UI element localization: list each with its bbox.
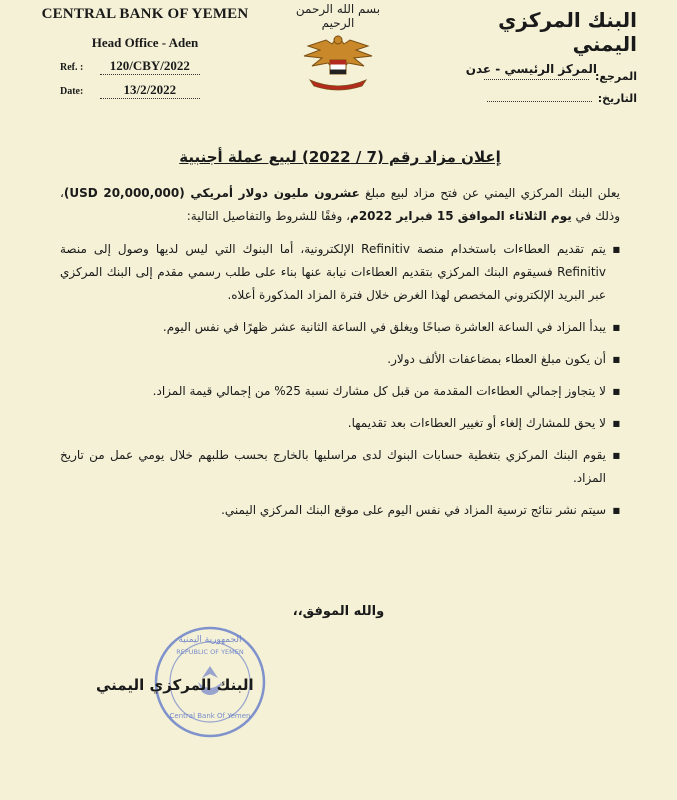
header-left-en: [40, 6, 250, 51]
ref-value: 120/CBY/2022: [100, 58, 200, 75]
intro-paragraph: يعلن البنك المركزي اليمني عن فتح مزاد لبيع مبلغ عشرون مليون دولار أمريكي (20,000,000 USD)، وذلك في يوم الثلاثاء الموافق 15 فبراير 2022م، وفقًا للشروط والتفاصيل التالية:: [60, 186, 620, 223]
list-item: ■ لا يتجاوز إجمالي العطاءات المقدمة من قبل كل مشارك نسبة 25% من إجمالي قيمة المزاد.: [60, 380, 620, 403]
stamp-text-en-bottom: Central Bank Of Yemen: [169, 712, 251, 720]
office-ar: المركز الرئيسي - عدن: [465, 62, 597, 76]
ar-ref-row: [484, 70, 637, 83]
list-item: ■ يتم تقديم العطاءات باستخدام منصة Refinitiv الإلكترونية، أما البنوك التي ليس لديها وصول إلى منصة Refinitiv فسيقوم البنك المركزي بتقديم العطاءات نيابة عنها بناء على طلب رسمي مقدم إلى البنك المركزي عبر البريد الإلكتروني المخصص لهذا الغرض خلال فترة المزاد المذكورة أعلاه.: [60, 238, 620, 307]
header-right-ar: [437, 8, 637, 76]
date-label: Date:: [60, 86, 84, 97]
ref-label: Ref. :: [60, 62, 84, 73]
announcement-title: إعلان مزاد رقم (7 / 2022) لبيع عملة أجنبية: [179, 148, 501, 166]
signature-block: البنك المركزي اليمني: [96, 676, 254, 694]
ar-date-label: التاريخ:: [597, 92, 637, 105]
eagle-emblem-icon: [298, 30, 378, 92]
stamp-text-en-top: REPUBLIC OF YEMEN: [176, 648, 244, 656]
ref-row: [60, 58, 200, 75]
bank-name-ar: البنك المركزي اليمني: [498, 8, 637, 56]
letter-body: [60, 148, 620, 531]
bank-name-en: CENTRAL BANK OF YEMEN: [41, 6, 249, 22]
closing-line: والله الموفق،،: [292, 604, 385, 619]
date-value: 13/2/2022: [100, 82, 200, 99]
basmala: بسم الله الرحمن الرحيم: [295, 2, 381, 30]
date-row: [60, 82, 200, 99]
ar-ref-label: المرجع:: [595, 70, 637, 83]
list-item: ■ يبدأ المزاد في الساعة العاشرة صباحًا ويغلق في الساعة الثانية عشر ظهرًا في نفس اليوم.: [60, 316, 620, 339]
list-item: ■ أن يكون مبلغ العطاء بمضاعفات الألف دولار.: [60, 348, 620, 371]
office-en: Head Office - Aden: [91, 35, 199, 50]
list-item: ■ سيتم نشر نتائج ترسية المزاد في نفس اليوم على موقع البنك المركزي اليمني.: [60, 499, 620, 522]
ar-date-row: [487, 92, 637, 105]
list-item: ■ لا يحق للمشارك إلغاء أو تغيير العطاءات بعد تقديمها.: [60, 412, 620, 435]
list-item: ■ يقوم البنك المركزي بتغطية حسابات البنوك لدى مراسليها بالخارج بحسب طلبهم خلال يومي عمل من تاريخ المزاد.: [60, 444, 620, 490]
conditions-list: [60, 238, 620, 522]
national-emblem: [288, 2, 388, 92]
stamp-text-ar: الجمهورية اليمنية: [178, 635, 242, 645]
